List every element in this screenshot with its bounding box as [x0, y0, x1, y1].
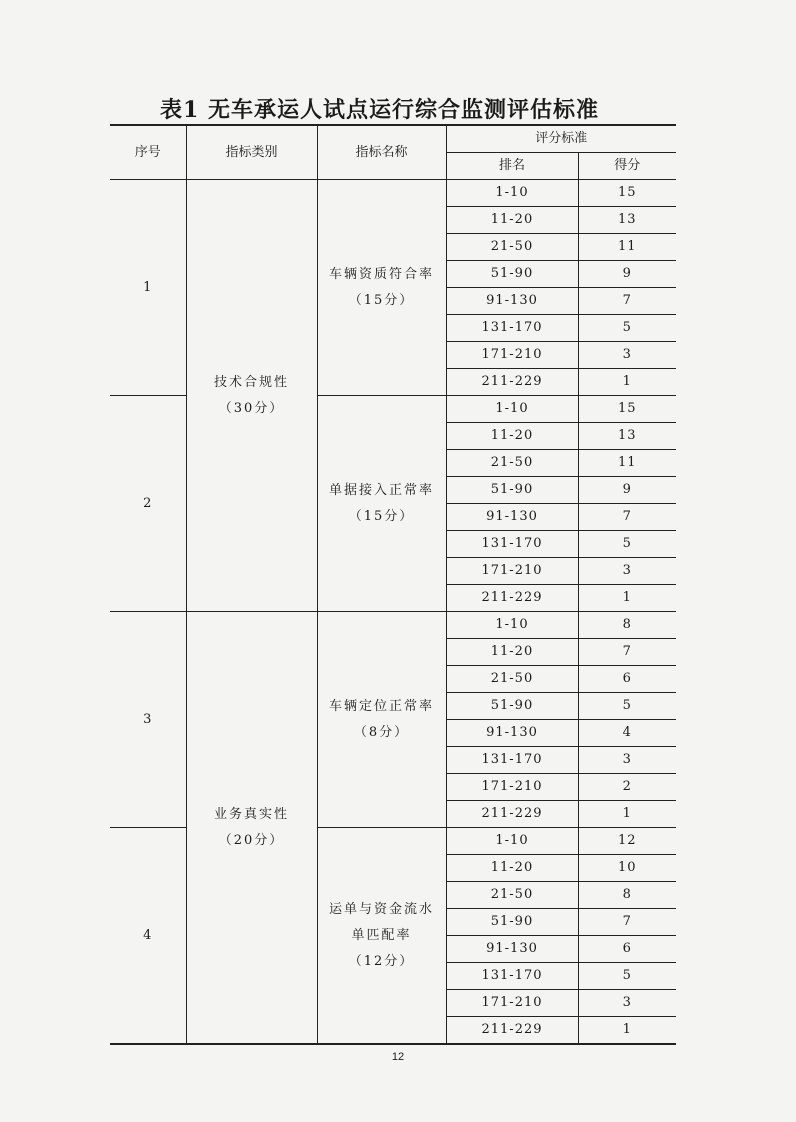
score-cell: 8 [578, 612, 676, 639]
rank-cell: 211-229 [446, 369, 578, 396]
rank-cell: 211-229 [446, 1017, 578, 1045]
scoring-table [110, 124, 676, 1045]
score-cell: 7 [578, 909, 676, 936]
rank-cell: 11-20 [446, 855, 578, 882]
header-criteria: 评分标准 [446, 125, 676, 153]
score-cell: 10 [578, 855, 676, 882]
score-cell: 4 [578, 720, 676, 747]
table-row [110, 180, 676, 207]
score-cell: 6 [578, 936, 676, 963]
rank-cell: 171-210 [446, 558, 578, 585]
score-cell: 11 [578, 450, 676, 477]
seq-cell: 2 [110, 396, 186, 612]
score-cell: 5 [578, 531, 676, 558]
rank-cell: 51-90 [446, 909, 578, 936]
rank-cell: 1-10 [446, 180, 578, 207]
rank-cell: 51-90 [446, 693, 578, 720]
score-cell: 9 [578, 477, 676, 504]
rank-cell: 91-130 [446, 288, 578, 315]
rank-cell: 21-50 [446, 666, 578, 693]
indicator-name-line: 车辆资质符合率 [328, 266, 434, 282]
score-cell: 11 [578, 234, 676, 261]
score-cell: 5 [578, 963, 676, 990]
rank-cell: 51-90 [446, 261, 578, 288]
rank-cell: 91-130 [446, 936, 578, 963]
table-body [110, 180, 676, 1045]
indicator-name-line: 车辆定位正常率 [328, 698, 434, 714]
seq-cell: 4 [110, 828, 186, 1045]
score-cell: 13 [578, 207, 676, 234]
rank-cell: 131-170 [446, 963, 578, 990]
rank-cell: 51-90 [446, 477, 578, 504]
rank-cell: 91-130 [446, 720, 578, 747]
rank-cell: 11-20 [446, 639, 578, 666]
score-cell: 15 [578, 396, 676, 423]
category-cell [186, 612, 317, 1045]
score-cell: 12 [578, 828, 676, 855]
score-cell: 3 [578, 747, 676, 774]
rank-cell: 131-170 [446, 531, 578, 558]
indicator-name-cell [317, 396, 446, 612]
score-cell: 7 [578, 639, 676, 666]
indicator-name-line: （8分） [353, 724, 410, 740]
rank-cell: 11-20 [446, 423, 578, 450]
rank-cell: 21-50 [446, 450, 578, 477]
header-rank: 排名 [446, 153, 578, 180]
score-cell: 7 [578, 288, 676, 315]
table-title: 表1 无车承运人试点运行综合监测评估标准 [160, 97, 599, 123]
category-cell [186, 180, 317, 612]
category-points: （20分） [218, 832, 285, 848]
score-cell: 5 [578, 315, 676, 342]
score-cell: 3 [578, 342, 676, 369]
rank-cell: 131-170 [446, 315, 578, 342]
seq-cell: 1 [110, 180, 186, 396]
indicator-name-line: （12分） [348, 953, 415, 969]
category-name: 业务真实性 [213, 806, 289, 822]
rank-cell: 91-130 [446, 504, 578, 531]
indicator-name-line: 单据接入正常率 [328, 482, 434, 498]
rank-cell: 131-170 [446, 747, 578, 774]
score-cell: 1 [578, 369, 676, 396]
seq-cell: 3 [110, 612, 186, 828]
header-indicator: 指标名称 [317, 125, 446, 180]
score-cell: 2 [578, 774, 676, 801]
header-category: 指标类别 [186, 125, 317, 180]
indicator-name-cell [317, 828, 446, 1045]
score-cell: 13 [578, 423, 676, 450]
score-cell: 1 [578, 1017, 676, 1045]
rank-cell: 171-210 [446, 990, 578, 1017]
rank-cell: 1-10 [446, 828, 578, 855]
category-points: （30分） [218, 400, 285, 416]
score-cell: 1 [578, 801, 676, 828]
rank-cell: 211-229 [446, 801, 578, 828]
indicator-name-line: 运单与资金流水 [328, 901, 434, 917]
indicator-name-line: （15分） [348, 292, 415, 308]
rank-cell: 171-210 [446, 342, 578, 369]
score-cell: 1 [578, 585, 676, 612]
rank-cell: 1-10 [446, 396, 578, 423]
score-cell: 8 [578, 882, 676, 909]
rank-cell: 211-229 [446, 585, 578, 612]
indicator-name-line: （15分） [348, 508, 415, 524]
table-row [110, 612, 676, 639]
rank-cell: 21-50 [446, 882, 578, 909]
score-cell: 9 [578, 261, 676, 288]
header-seq: 序号 [110, 125, 186, 180]
score-cell: 5 [578, 693, 676, 720]
score-cell: 3 [578, 558, 676, 585]
score-cell: 15 [578, 180, 676, 207]
indicator-name-cell [317, 612, 446, 828]
score-cell: 7 [578, 504, 676, 531]
indicator-name-cell [317, 180, 446, 396]
rank-cell: 171-210 [446, 774, 578, 801]
rank-cell: 1-10 [446, 612, 578, 639]
page-number: 12 [391, 1051, 405, 1063]
score-cell: 3 [578, 990, 676, 1017]
category-name: 技术合规性 [213, 374, 289, 390]
score-cell: 6 [578, 666, 676, 693]
header-score: 得分 [578, 153, 676, 180]
indicator-name-line: 单匹配率 [351, 927, 412, 943]
rank-cell: 11-20 [446, 207, 578, 234]
rank-cell: 21-50 [446, 234, 578, 261]
